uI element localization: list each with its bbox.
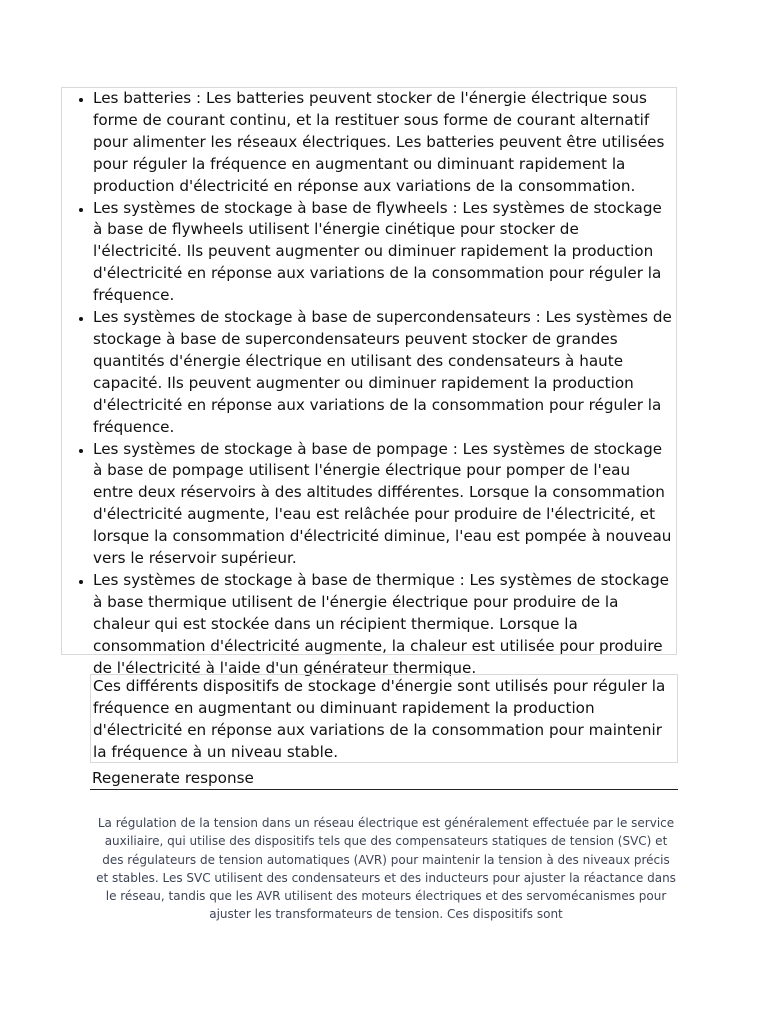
list-item-flywheels: • Les systèmes de stockage à base de flywheels : Les systèmes de stockage à base de flywheels utilisent l'énergie cinétique pour stocker de l'électricité. Ils peuvent augmenter ou diminuer rapidement la production d'électricité en réponse aux variations de la consommation pour réguler la fréquence. — [93, 198, 672, 308]
regenerate-response-button[interactable]: Regenerate response — [90, 767, 678, 790]
storage-devices-list — [62, 88, 676, 679]
list-item-batteries: • Les batteries : Les batteries peuvent stocker de l'énergie électrique sous forme de courant continu, et la restituer sous forme de courant alternatif pour alimenter les réseaux électriques. Les batteries peuvent être utilisées pour réguler la fréquence en augmentant ou diminuant rapidement la production d'électricité en réponse aux variations de la consommation. — [93, 88, 672, 198]
list-item-pumped-storage: • Les systèmes de stockage à base de pompage : Les systèmes de stockage à base de pompage utilisent l'énergie électrique pour pomper de l'eau entre deux réservoirs à des altitudes différentes. Lorsque la consommation d'électricité augmente, l'eau est relâchée pour produire de l'électricité, et lorsque la consommation d'électricité diminue, l'eau est pompée à nouveau vers le réservoir supérieur. — [93, 439, 672, 570]
summary-paragraph: Ces différents dispositifs de stockage d'énergie sont utilisés pour réguler la fréquence en augmentant ou diminuant rapidement la production d'électricité en réponse aux variations de la consommation pour maintenir la fréquence à un niveau stable. — [90, 674, 678, 763]
list-item-supercapacitors: • Les systèmes de stockage à base de supercondensateurs : Les systèmes de stockage à base de supercondensateurs peuvent stocker de grandes quantités d'énergie électrique en utilisant des condensateurs à haute capacité. Ils peuvent augmenter ou diminuer rapidement la production d'électricité en réponse aux variations de la consommation pour réguler la fréquence. — [93, 307, 672, 438]
storage-devices-list-box — [61, 87, 677, 677]
voltage-regulation-paragraph: La régulation de la tension dans un réseau électrique est généralement effectuée par le service auxiliaire, qui utilise des dispositifs tels que des compensateurs statiques de tension (SVC) et des régulateurs de tension automatiques (AVR) pour maintenir la tension à des niveaux précis et stables. Les SVC utilisent des condensateurs et des inducteurs pour ajuster la réactance dans le réseau, tandis que les AVR utilisent des moteurs électriques et des servomécanismes pour ajuster les transformateurs de tension. Ces dispositifs sont — [96, 816, 676, 922]
list-item-thermal-storage: • Les systèmes de stockage à base de thermique : Les systèmes de stockage à base thermique utilisent de l'énergie électrique pour produire de la chaleur qui est stockée dans un récipient thermique. Lorsque la consommation d'électricité augmente, la chaleur est utilisée pour produire de l'électricité à l'aide d'un générateur thermique. — [93, 570, 672, 680]
